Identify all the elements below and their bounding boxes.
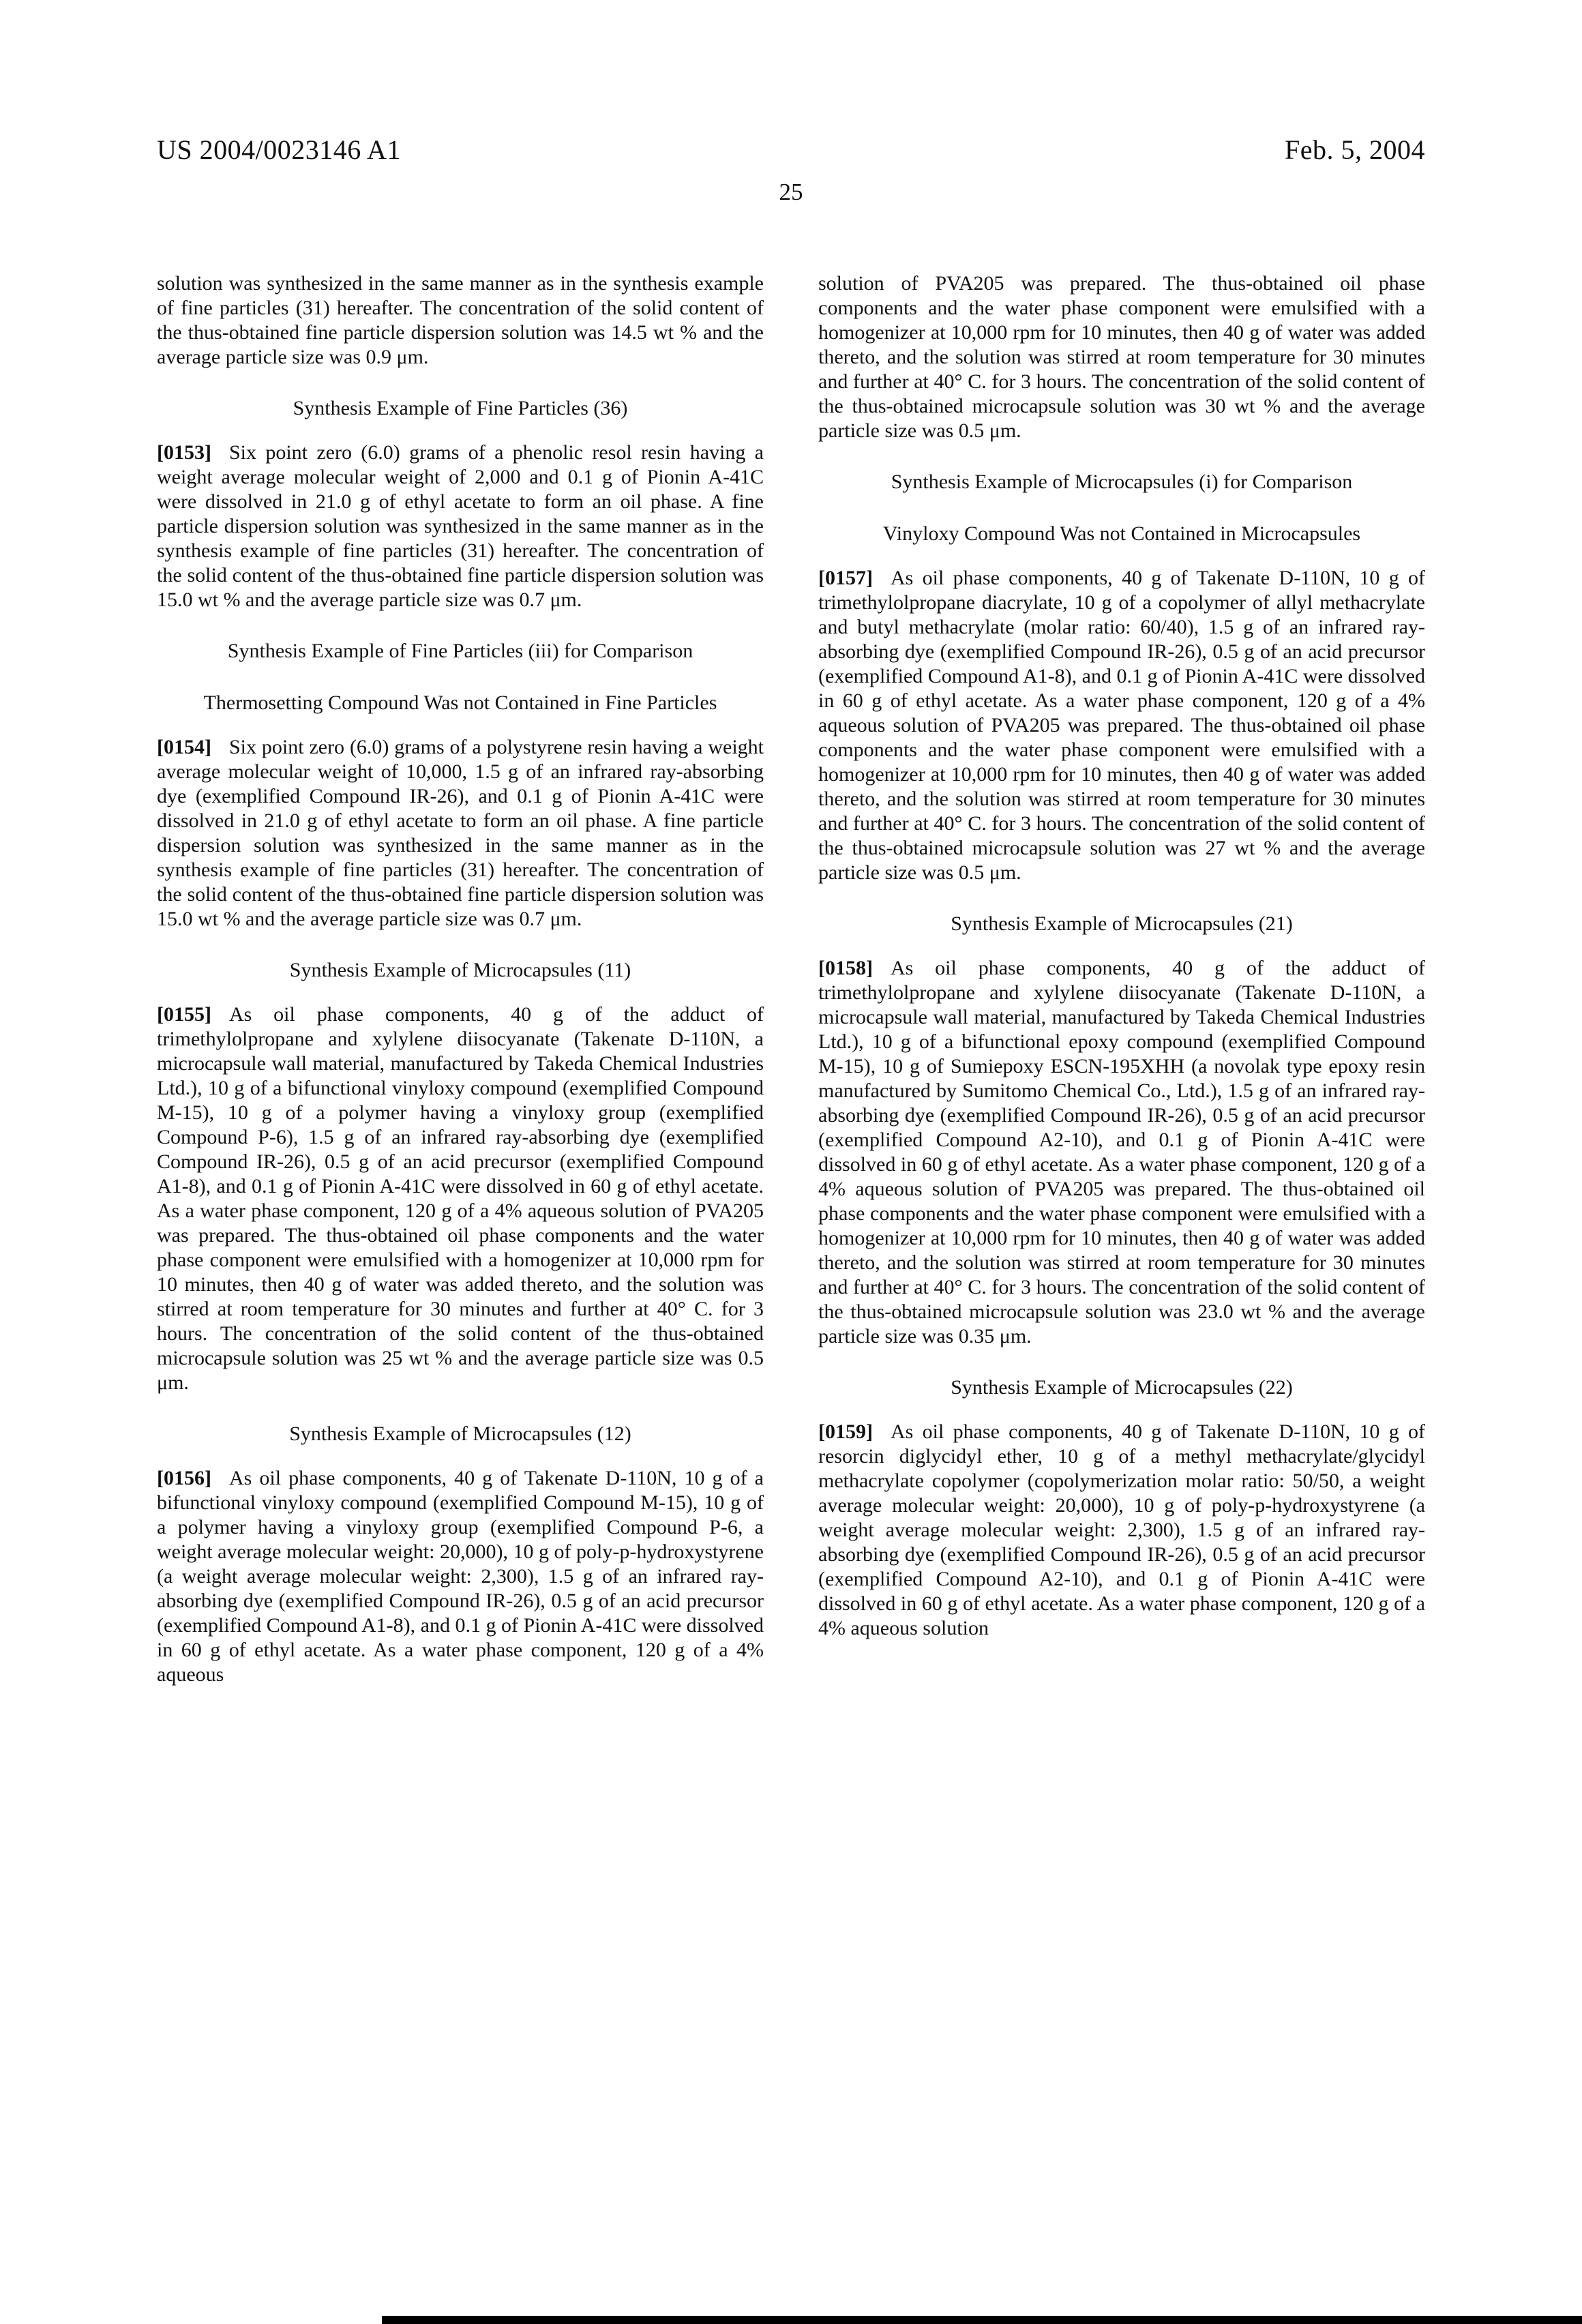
numbered-paragraph <box>157 1002 764 1395</box>
paragraph-text: As oil phase components, 40 g of the adduct of trimethylolpropane and xylylene diisocyanate (Takenate D-110N, a microcapsule wall material, manufactured by Takeda Chemical Industries Ltd.), 10 g of a bifunctional epoxy compound (exemplified Compound M-15), 10 g of Sumiepoxy ESCN-195XHH (a novolak type epoxy resin manufactured by Sumitomo Chemical Co., Ltd.), 1.5 g of an infrared ray-absorbing dye (exemplified Compound IR-26), 0.5 g of an acid precursor (exemplified Compound A2-10), and 0.1 g of Pionin A-41C were dissolved in 60 g of ethyl acetate. As a water phase component, 120 g of a 4% aqueous solution of PVA205 was prepared. The thus-obtained oil phase components and the water phase component were emulsified with a homogenizer at 10,000 rpm for 10 minutes, then 40 g of water was added thereto, and the solution was stirred at room temperature for 30 minutes and further at 40° C. for 3 hours. The concentration of the solid content of the thus-obtained microcapsule solution was 23.0 wt % and the average particle size was 0.35 μm. <box>818 957 1425 1347</box>
paragraph-number: [0156] <box>157 1467 211 1489</box>
left-column <box>157 271 764 1687</box>
section-heading: Synthesis Example of Microcapsules (11) <box>289 959 631 981</box>
scan-artifact-bar <box>382 2316 1582 2324</box>
publication-number: US 2004/0023146 A1 <box>157 134 401 165</box>
section-heading: Synthesis Example of Fine Particles (iii) for Comparison <box>227 640 693 662</box>
paragraph-text: Six point zero (6.0) grams of a polystyrene resin having a weight average molecular weight of 10,000, 1.5 g of an infrared ray-absorbing dye (exemplified Compound IR-26), and 0.1 g of Pionin A-41C were dissolved in 21.0 g of ethyl acetate to form an oil phase. A fine particle dispersion solution was synthesized in the same manner as in the synthesis example of fine particles (31) hereafter. The concentration of the solid content of the thus-obtained fine particle dispersion solution was 15.0 wt % and the average particle size was 0.7 μm. <box>157 736 764 930</box>
paragraph-number: [0157] <box>818 567 873 589</box>
section-heading: Synthesis Example of Microcapsules (i) for Comparison <box>891 471 1353 493</box>
paragraph-number: [0159] <box>818 1420 873 1443</box>
numbered-paragraph <box>818 566 1425 885</box>
paragraph-text: Six point zero (6.0) grams of a phenolic resol resin having a weight average molecular weight of 2,000 and 0.1 g of Pionin A-41C were dissolved in 21.0 g of ethyl acetate to form an oil phase. A fine particle dispersion solution was synthesized in the same manner as in the synthesis example of fine particles (31) hereafter. The concentration of the solid content of the thus-obtained fine particle dispersion solution was 15.0 wt % and the average particle size was 0.7 μm. <box>157 441 764 611</box>
section-heading: Synthesis Example of Fine Particles (36) <box>293 397 628 419</box>
paragraph-text: As oil phase components, 40 g of Takenate D-110N, 10 g of trimethylolpropane diacrylate, 10 g of a copolymer of allyl methacrylate and butyl methacrylate (molar ratio: 60/40), 1.5 g of an infrared ray-absorbing dye (exemplified Compound IR-26), 0.5 g of an acid precursor (exemplified Compound A1-8), and 0.1 g of Pionin A-41C were dissolved in 60 g of ethyl acetate. As a water phase component, 120 g of a 4% aqueous solution of PVA205 was prepared. The thus-obtained oil phase components and the water phase component were emulsified with a homogenizer at 10,000 rpm for 10 minutes, then 40 g of water was added thereto, and the solution was stirred at room temperature for 30 minutes and further at 40° C. for 3 hours. The concentration of the solid content of the thus-obtained microcapsule solution was 27 wt % and the average particle size was 0.5 μm. <box>818 567 1425 884</box>
numbered-paragraph <box>157 1466 764 1687</box>
paragraph-text: As oil phase components, 40 g of Takenate D-110N, 10 g of resorcin diglycidyl ether, 10 g of a methyl methacrylate/glycidyl methacrylate copolymer (copolymerization molar ratio: 50/50, a weight average molecular weight: 20,000), 10 g of poly-p-hydroxystyrene (a weight average molecular weight: 2,300), 1.5 g of an infrared ray-absorbing dye (exemplified Compound IR-26), 0.5 g of an acid precursor (exemplified Compound A2-10), and 0.1 g of Pionin A-41C were dissolved in 60 g of ethyl acetate. As a water phase component, 120 g of a 4% aqueous solution <box>818 1420 1425 1639</box>
section-heading: Synthesis Example of Microcapsules (21) <box>951 912 1293 935</box>
numbered-paragraph <box>157 735 764 932</box>
section-heading: Thermosetting Compound Was not Contained in Fine Particles <box>203 691 717 714</box>
publication-date: Feb. 5, 2004 <box>1285 134 1425 165</box>
numbered-paragraph <box>818 1420 1425 1641</box>
continuation-paragraph: solution was synthesized in the same manner as in the synthesis example of fine particles (31) hereafter. The concentration of the solid content of the thus-obtained fine particle dispersion solution was 14.5 wt % and the average particle size was 0.9 μm. <box>157 272 764 368</box>
page-header <box>157 134 1425 166</box>
paragraph-text: As oil phase components, 40 g of Takenate D-110N, 10 g of a bifunctional vinyloxy compound (exemplified Compound M-15), 10 g of a polymer having a vinyloxy group (exemplified Compound P-6, a weight average molecular weight: 20,000), 10 g of poly-p-hydroxystyrene (a weight average molecular weight: 2,300), 1.5 g of an infrared ray-absorbing dye (exemplified Compound IR-26), 0.5 g of an acid precursor (exemplified Compound A1-8), and 0.1 g of Pionin A-41C were dissolved in 60 g of ethyl acetate. As a water phase component, 120 g of a 4% aqueous <box>157 1467 764 1686</box>
continuation-paragraph: solution of PVA205 was prepared. The thus-obtained oil phase components and the water phase component were emulsified with a homogenizer at 10,000 rpm for 10 minutes, then 40 g of water was added thereto, and the solution was stirred at room temperature for 30 minutes and further at 40° C. for 3 hours. The concentration of the solid content of the thus-obtained microcapsule solution was 30 wt % and the average particle size was 0.5 μm. <box>818 272 1425 442</box>
section-heading: Synthesis Example of Microcapsules (12) <box>289 1422 631 1445</box>
right-column <box>818 271 1425 1687</box>
paragraph-number: [0158] <box>818 957 873 979</box>
paragraph-text: As oil phase components, 40 g of the adduct of trimethylolpropane and xylylene diisocyanate (Takenate D-110N, a microcapsule wall material, manufactured by Takeda Chemical Industries Ltd.), 10 g of a bifunctional vinyloxy compound (exemplified Compound M-15), 10 g of a polymer having a vinyloxy group (exemplified Compound P-6), 1.5 g of an infrared ray-absorbing dye (exemplified Compound IR-26), 0.5 g of an acid precursor (exemplified Compound A1-8), and 0.1 g of Pionin A-41C were dissolved in 60 g of ethyl acetate. As a water phase component, 120 g of a 4% aqueous solution of PVA205 was prepared. The thus-obtained oil phase components and the water phase component were emulsified with a homogenizer at 10,000 rpm for 10 minutes, then 40 g of water was added thereto, and the solution was stirred at room temperature for 30 minutes and further at 40° C. for 3 hours. The concentration of the solid content of the thus-obtained microcapsule solution was 25 wt % and the average particle size was 0.5 μm. <box>157 1003 764 1394</box>
paragraph-number: [0155] <box>157 1003 211 1026</box>
section-heading: Synthesis Example of Microcapsules (22) <box>951 1376 1293 1399</box>
numbered-paragraph <box>157 441 764 612</box>
paragraph-number: [0153] <box>157 441 211 464</box>
page-number: 25 <box>779 179 803 205</box>
paragraph-number: [0154] <box>157 736 211 758</box>
two-column-body <box>157 271 1425 1687</box>
section-heading: Vinyloxy Compound Was not Contained in Microcapsules <box>882 522 1361 545</box>
numbered-paragraph <box>818 956 1425 1349</box>
